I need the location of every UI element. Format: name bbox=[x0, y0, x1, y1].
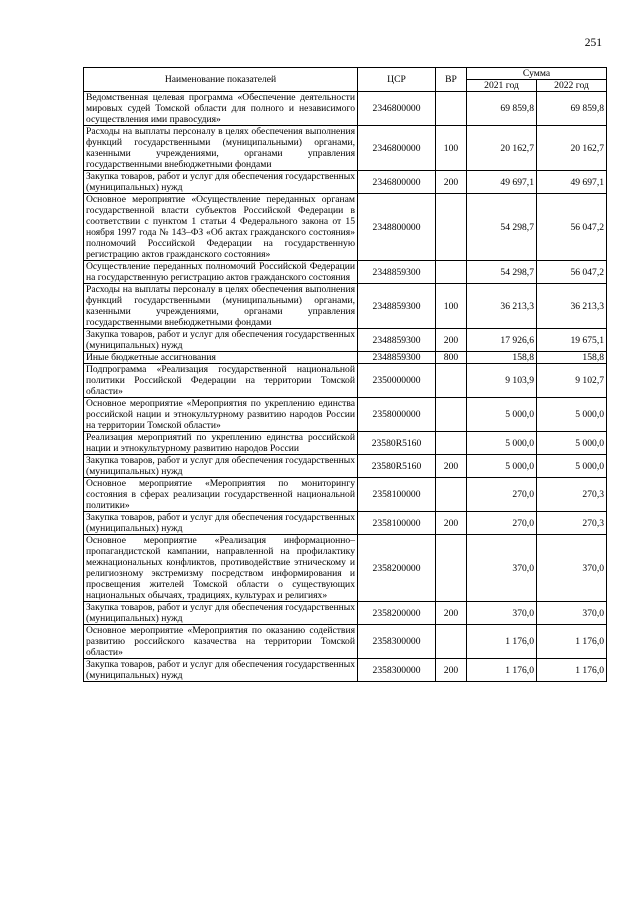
table-row bbox=[84, 535, 607, 602]
row-csr-cell: 2348859300 bbox=[358, 352, 436, 364]
row-vr-cell: 200 bbox=[436, 659, 467, 682]
row-2021-value: 370,0 bbox=[467, 535, 537, 602]
row-name-cell: Ведомственная целевая программа «Обеспечение деятельности мировых судей Томской области для полного и независимого осуществления ими правосудия» bbox=[84, 92, 358, 126]
row-2022-value: 5 000,0 bbox=[537, 455, 607, 478]
row-vr-cell: 200 bbox=[436, 602, 467, 625]
row-vr-cell bbox=[436, 194, 467, 261]
table-row bbox=[84, 171, 607, 194]
row-name-cell: Закупка товаров, работ и услуг для обеспечения государственных (муниципальных) нужд bbox=[84, 602, 358, 625]
row-2022-value: 1 176,0 bbox=[537, 625, 607, 659]
table-row bbox=[84, 194, 607, 261]
row-2021-value: 1 176,0 bbox=[467, 659, 537, 682]
row-2021-value: 1 176,0 bbox=[467, 625, 537, 659]
row-2021-value: 270,0 bbox=[467, 478, 537, 512]
row-2022-value: 5 000,0 bbox=[537, 398, 607, 432]
row-vr-cell: 200 bbox=[436, 329, 467, 352]
row-csr-cell: 2358200000 bbox=[358, 602, 436, 625]
header-year-2021: 2021 год bbox=[467, 80, 537, 92]
row-vr-cell bbox=[436, 478, 467, 512]
row-2022-value: 370,0 bbox=[537, 535, 607, 602]
table-row bbox=[84, 284, 607, 329]
row-csr-cell: 2348859300 bbox=[358, 261, 436, 284]
table-row bbox=[84, 625, 607, 659]
row-2021-value: 69 859,8 bbox=[467, 92, 537, 126]
row-2021-value: 17 926,6 bbox=[467, 329, 537, 352]
row-2021-value: 158,8 bbox=[467, 352, 537, 364]
table-row bbox=[84, 329, 607, 352]
row-name-cell: Закупка товаров, работ и услуг для обеспечения государственных (муниципальных) нужд bbox=[84, 659, 358, 682]
budget-table bbox=[83, 67, 607, 682]
table-row bbox=[84, 602, 607, 625]
row-vr-cell: 200 bbox=[436, 455, 467, 478]
table-row bbox=[84, 398, 607, 432]
row-csr-cell: 2346800000 bbox=[358, 126, 436, 171]
table-row bbox=[84, 92, 607, 126]
row-csr-cell: 2348859300 bbox=[358, 329, 436, 352]
table-body bbox=[84, 92, 607, 682]
row-name-cell: Реализация мероприятий по укреплению единства российской нации и этнокультурному развитию народов России bbox=[84, 432, 358, 455]
row-name-cell: Расходы на выплаты персоналу в целях обеспечения выполнения функций государственными (муниципальными) органами, казенными учреждениями, органами управления государственными внебюджетными фондами bbox=[84, 284, 358, 329]
row-csr-cell: 2358300000 bbox=[358, 625, 436, 659]
row-2021-value: 5 000,0 bbox=[467, 398, 537, 432]
row-vr-cell: 100 bbox=[436, 126, 467, 171]
row-2021-value: 270,0 bbox=[467, 512, 537, 535]
table-row bbox=[84, 364, 607, 398]
row-2021-value: 54 298,7 bbox=[467, 261, 537, 284]
row-name-cell: Закупка товаров, работ и услуг для обеспечения государственных (муниципальных) нужд bbox=[84, 455, 358, 478]
table-row bbox=[84, 261, 607, 284]
row-csr-cell: 23580R5160 bbox=[358, 432, 436, 455]
row-csr-cell: 2348800000 bbox=[358, 194, 436, 261]
row-vr-cell bbox=[436, 535, 467, 602]
row-vr-cell bbox=[436, 432, 467, 455]
row-vr-cell: 200 bbox=[436, 171, 467, 194]
table-row bbox=[84, 478, 607, 512]
table-row bbox=[84, 432, 607, 455]
row-vr-cell: 200 bbox=[436, 512, 467, 535]
row-2022-value: 69 859,8 bbox=[537, 92, 607, 126]
row-csr-cell: 2358300000 bbox=[358, 659, 436, 682]
row-2021-value: 370,0 bbox=[467, 602, 537, 625]
row-name-cell: Подпрограмма «Реализация государственной национальной политики Российской Федерации на территории Томской области» bbox=[84, 364, 358, 398]
row-2022-value: 5 000,0 bbox=[537, 432, 607, 455]
row-2022-value: 270,3 bbox=[537, 478, 607, 512]
row-2022-value: 158,8 bbox=[537, 352, 607, 364]
row-vr-cell bbox=[436, 92, 467, 126]
row-2022-value: 49 697,1 bbox=[537, 171, 607, 194]
header-sum: Сумма bbox=[467, 68, 607, 80]
row-csr-cell: 2358000000 bbox=[358, 398, 436, 432]
table-header bbox=[84, 68, 607, 92]
table-row bbox=[84, 659, 607, 682]
row-2021-value: 5 000,0 bbox=[467, 432, 537, 455]
table-row bbox=[84, 512, 607, 535]
row-2021-value: 9 103,9 bbox=[467, 364, 537, 398]
row-vr-cell bbox=[436, 261, 467, 284]
row-name-cell: Основное мероприятие «Мероприятия по укреплению единства российской нации и этнокультурному развитию народов России на территории Томской области» bbox=[84, 398, 358, 432]
row-name-cell: Закупка товаров, работ и услуг для обеспечения государственных (муниципальных) нужд bbox=[84, 512, 358, 535]
row-name-cell: Основное мероприятие «Реализация информационно–пропагандистской кампании, направленной на профилактику межнациональных конфликтов, противодействие этническому и религиозному экстремизму посредством информирования и просвещения жителей Томской области о существующих национальных обычаях, традициях, культурах и религиях» bbox=[84, 535, 358, 602]
row-name-cell: Основное мероприятие «Мероприятия по оказанию содействия развитию российского казачества на территории Томской области» bbox=[84, 625, 358, 659]
row-vr-cell bbox=[436, 398, 467, 432]
row-2022-value: 1 176,0 bbox=[537, 659, 607, 682]
row-2022-value: 20 162,7 bbox=[537, 126, 607, 171]
row-name-cell: Основное мероприятие «Осуществление переданных органам государственной власти субъектов Российской Федерации в соответствии с пунктом 1 статьи 4 Федерального закона от 15 ноября 1997 года № 143–ФЗ «Об актах гражданского состояния» полномочий Российской Федерации на государственную регистрацию актов гражданского состояния» bbox=[84, 194, 358, 261]
row-2021-value: 49 697,1 bbox=[467, 171, 537, 194]
page-number: 251 bbox=[584, 37, 602, 49]
row-name-cell: Осуществление переданных полномочий Российской Федерации на государственную регистрацию актов гражданского состояния bbox=[84, 261, 358, 284]
row-2022-value: 56 047,2 bbox=[537, 194, 607, 261]
row-2022-value: 370,0 bbox=[537, 602, 607, 625]
row-vr-cell bbox=[436, 364, 467, 398]
row-csr-cell: 2348859300 bbox=[358, 284, 436, 329]
row-2021-value: 36 213,3 bbox=[467, 284, 537, 329]
row-name-cell: Иные бюджетные ассигнования bbox=[84, 352, 358, 364]
row-2021-value: 20 162,7 bbox=[467, 126, 537, 171]
row-csr-cell: 2350000000 bbox=[358, 364, 436, 398]
row-csr-cell: 2358100000 bbox=[358, 512, 436, 535]
table-row bbox=[84, 126, 607, 171]
row-name-cell: Закупка товаров, работ и услуг для обеспечения государственных (муниципальных) нужд bbox=[84, 329, 358, 352]
row-csr-cell: 23580R5160 bbox=[358, 455, 436, 478]
row-2022-value: 36 213,3 bbox=[537, 284, 607, 329]
row-vr-cell bbox=[436, 625, 467, 659]
row-vr-cell: 100 bbox=[436, 284, 467, 329]
row-vr-cell: 800 bbox=[436, 352, 467, 364]
header-csr: ЦСР bbox=[358, 68, 436, 92]
header-year-2022: 2022 год bbox=[537, 80, 607, 92]
row-csr-cell: 2358200000 bbox=[358, 535, 436, 602]
row-csr-cell: 2346800000 bbox=[358, 171, 436, 194]
row-csr-cell: 2358100000 bbox=[358, 478, 436, 512]
table-row bbox=[84, 352, 607, 364]
header-vr: ВР bbox=[436, 68, 467, 92]
row-2022-value: 19 675,1 bbox=[537, 329, 607, 352]
row-2022-value: 56 047,2 bbox=[537, 261, 607, 284]
row-2022-value: 270,3 bbox=[537, 512, 607, 535]
row-2022-value: 9 102,7 bbox=[537, 364, 607, 398]
row-2021-value: 54 298,7 bbox=[467, 194, 537, 261]
header-name: Наименование показателей bbox=[84, 68, 358, 92]
row-name-cell: Основное мероприятие «Мероприятия по мониторингу состояния в сферах реализации государственной национальной политики» bbox=[84, 478, 358, 512]
row-name-cell: Расходы на выплаты персоналу в целях обеспечения выполнения функций государственными (муниципальными) органами, казенными учреждениями, органами управления государственными внебюджетными фондами bbox=[84, 126, 358, 171]
row-csr-cell: 2346800000 bbox=[358, 92, 436, 126]
table-row bbox=[84, 455, 607, 478]
row-name-cell: Закупка товаров, работ и услуг для обеспечения государственных (муниципальных) нужд bbox=[84, 171, 358, 194]
row-2021-value: 5 000,0 bbox=[467, 455, 537, 478]
